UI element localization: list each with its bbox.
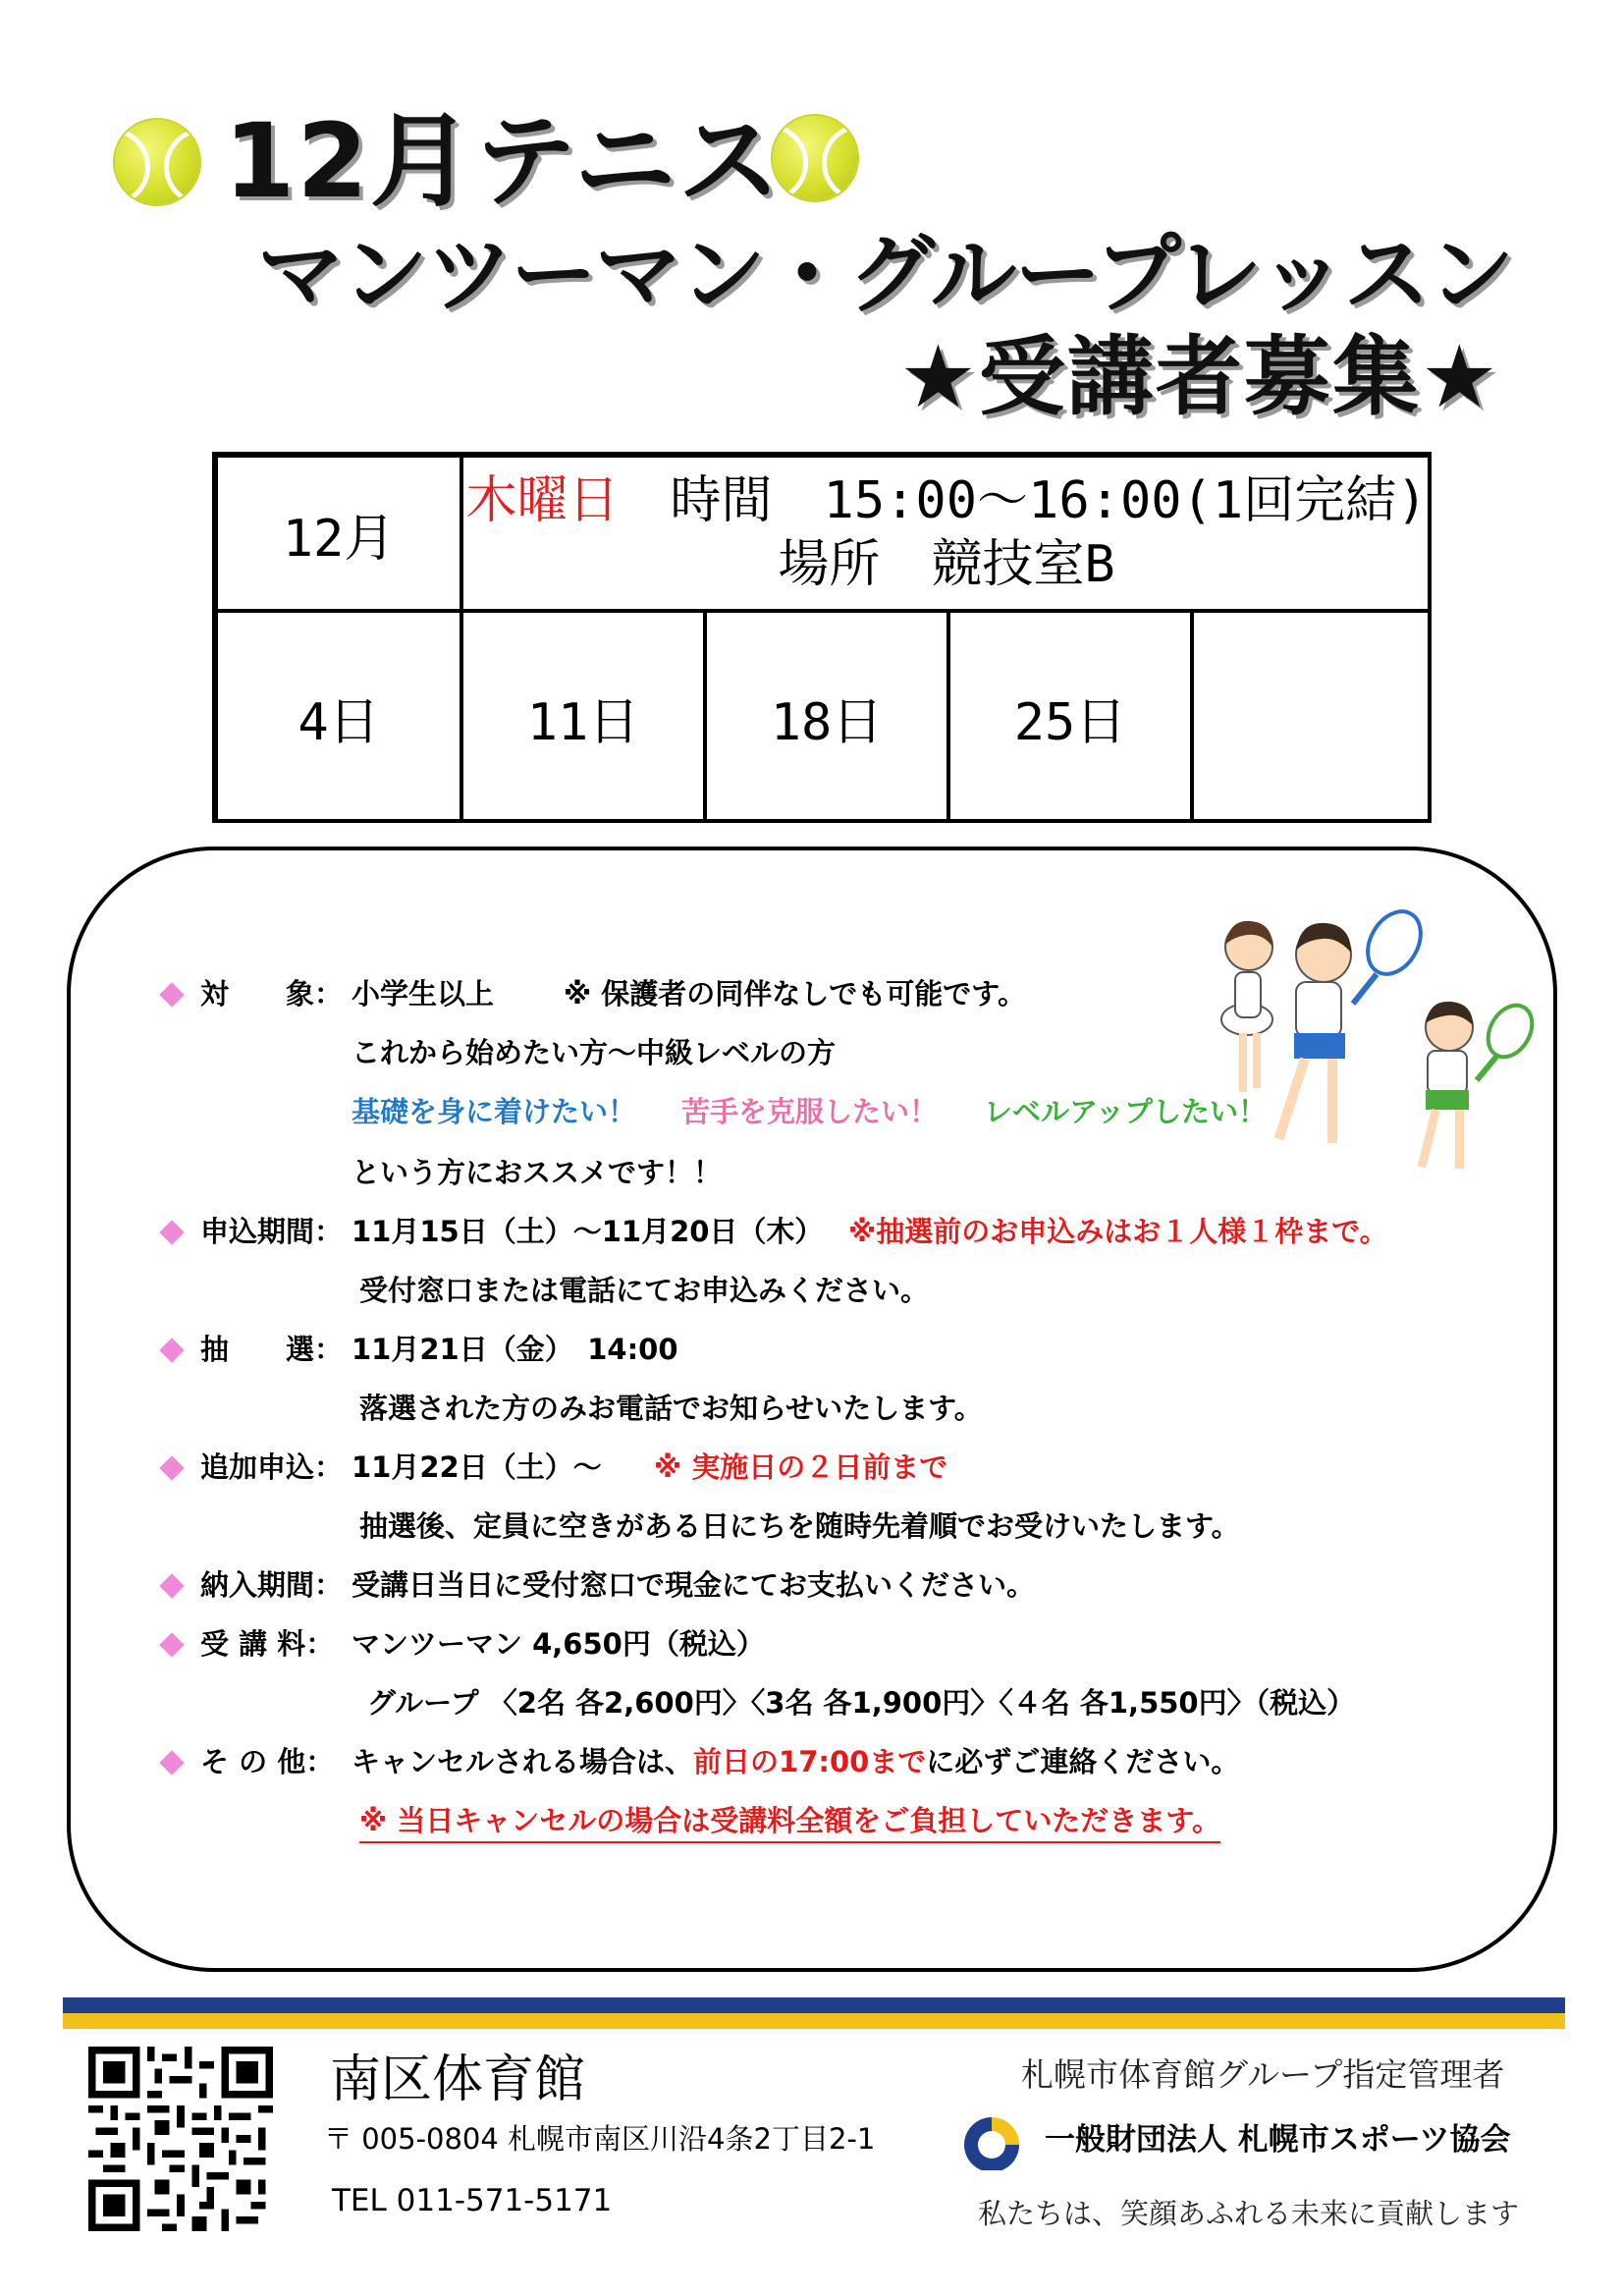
apply-label: 申込期間： [200, 1215, 344, 1248]
schedule-date: 11日 [461, 611, 705, 823]
payment-label: 納入期間： [200, 1568, 344, 1602]
target-line4: という方におススメです！！ [352, 1156, 723, 1189]
gym-address: 〒 005-0804 札幌市南区川沿4条2丁目2-1 [324, 2122, 876, 2156]
target-value: 小学生以上 [352, 977, 495, 1011]
additional-line2: 抽選後、定員に空きがある日にちを随時先着順でお受けいたします。 [359, 1509, 1240, 1543]
target-line2: これから始めたい方〜中級レベルの方 [352, 1036, 837, 1069]
other-line2 [359, 1804, 1220, 1837]
fee-value: マンツーマン 4,650円（税込） [352, 1627, 765, 1661]
other-value-b: に必ずご連絡ください。 [926, 1745, 1240, 1778]
tennis-kids-illustration [1210, 903, 1543, 1180]
footer-band-yellow [63, 2013, 1565, 2029]
target-label: 対 象： [200, 977, 344, 1011]
schedule-date: 18日 [705, 611, 948, 823]
schedule-time: 時間 15:00〜16:00(1回完結) [670, 471, 1428, 530]
apply-value: 11月15日（土）〜11月20日（木） [352, 1215, 824, 1248]
other-value [352, 1745, 1240, 1778]
qr-code-icon [88, 2047, 273, 2231]
schedule-info [461, 456, 1432, 611]
schedule-date: 4日 [216, 611, 461, 823]
lottery-label: 抽 選： [200, 1333, 344, 1366]
additional-note: ※ 実施日の２日前まで [654, 1450, 948, 1484]
tennis-ball-icon [115, 120, 199, 204]
schedule-weekday: 木曜日 [465, 471, 620, 530]
schedule-date-empty [1192, 611, 1432, 823]
apply-line2: 受付窓口または電話にてお申込みください。 [359, 1274, 930, 1307]
title-sub: マンツーマン・グループレッスン [257, 224, 1513, 325]
phrase-basics: 基礎を身に着けたい！ [352, 1095, 637, 1128]
apply-note: ※抽選前のお申込みはお１人様１枠まで。 [848, 1215, 1388, 1248]
other-value-a: キャンセルされる場合は、 [352, 1745, 694, 1778]
schedule-date: 25日 [948, 611, 1192, 823]
phrase-levelup: レベルアップしたい！ [984, 1095, 1267, 1128]
title-recruit: ★受講者募集★ [899, 326, 1500, 427]
title-main: 12月テニス [224, 101, 783, 221]
additional-label: 追加申込： [200, 1450, 344, 1484]
tennis-ball-icon [773, 116, 857, 200]
org-name: 一般財団法人 札幌市スポーツ協会 [1045, 2122, 1511, 2158]
lottery-line2: 落選された方のみお電話でお知らせいたします。 [359, 1392, 983, 1425]
manager-label: 札幌市体育館グループ指定管理者 [1021, 2055, 1505, 2094]
cancel-warning: ※ 当日キャンセルの場合は受講料全額をご負担していただきます。 [359, 1804, 1220, 1843]
other-deadline: 前日の17:00まで [693, 1745, 927, 1778]
target-note: ※ 保護者の同伴なしでも可能です。 [564, 977, 1026, 1011]
schedule-time-line [465, 469, 1427, 533]
payment-value: 受講日当日に受付窓口で現金にてお支払いください。 [352, 1568, 1036, 1602]
footer-band-blue [63, 1997, 1565, 2013]
sports-association-logo-icon [956, 2111, 1027, 2170]
fee-label: 受 講 料： [200, 1627, 335, 1661]
additional-value: 11月22日（土）〜 [352, 1450, 602, 1484]
schedule-table [212, 452, 1432, 823]
schedule-month: 12月 [216, 456, 461, 611]
fee-line2: グループ 〈2名 各2,600円〉〈3名 各1,900円〉〈４名 各1,550円〉（税込） [367, 1686, 1356, 1720]
slogan: 私たちは、笑顔あふれる未来に貢献します [978, 2197, 1520, 2230]
lottery-value: 11月21日（金） 14:00 [352, 1333, 678, 1366]
gym-name: 南区体育館 [330, 2050, 586, 2109]
phrase-weakness: 苦手を克服したい！ [681, 1095, 939, 1128]
other-label: そ の 他： [200, 1745, 335, 1778]
gym-tel: TEL 011-571-5171 [332, 2183, 613, 2218]
schedule-place: 場所 競技室B [778, 535, 1115, 594]
